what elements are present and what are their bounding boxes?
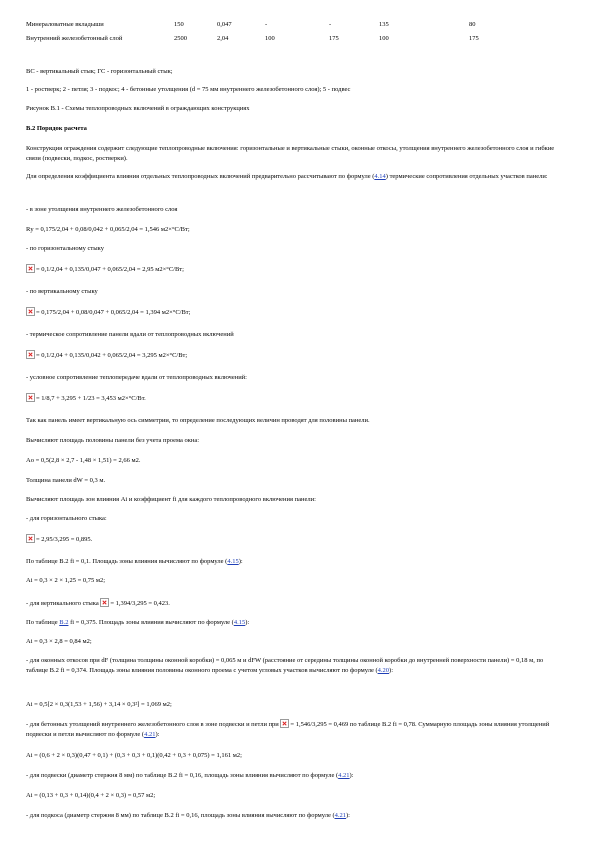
formula-vertical-joint: = 0,175/2,04 + 0,08/0,047 + 0,065/2,04 = 1,394 м2×°С/Вт; xyxy=(26,307,561,318)
paragraph-table-b2-vertical: По таблице В.2 fi = 0,375. Площадь зоны влияния вычисляют по формуле (4.15): xyxy=(26,619,250,626)
formula-link-4-20[interactable]: 4.20 xyxy=(377,667,390,674)
paragraph-symmetry: Так как панель имеет вертикальную ось симметрии, то определение последующих величин проводят для половины панели. xyxy=(26,417,370,424)
formula-conditional-resistance: = 1/8,7 + 3,295 + 1/23 = 3,453 м2×°С/Вт. xyxy=(26,393,561,404)
bullet-horizontal-joint-f: - для горизонтального стыка: xyxy=(26,515,107,522)
table-cell: Внутренний железобетонный слой xyxy=(26,35,123,42)
bullet-vertical-joint-f: - для вертикального стыка = 1,394/3,295 = 0,423. xyxy=(26,600,170,607)
broken-image-icon xyxy=(100,598,109,607)
section-heading: В.2 Порядок расчета xyxy=(26,125,87,132)
formula-ao: Ao = 0,5(2,8 × 2,7 - 1,48 × 1,51) = 2,66 м2. xyxy=(26,457,141,464)
table-cell: 175 xyxy=(469,35,479,42)
table-cell: 175 xyxy=(329,35,339,42)
materials-table xyxy=(26,18,509,46)
table-cell: 80 xyxy=(469,21,476,28)
broken-image-icon xyxy=(26,393,35,402)
broken-image-icon xyxy=(26,264,35,273)
paragraph-thickness: Толщина панели dW = 0,3 м. xyxy=(26,477,106,484)
table-cell: 0,047 xyxy=(217,21,232,28)
bullet-conditional-resistance: - условное сопротивление теплопередаче вдали от теплопроводных включений: xyxy=(26,374,247,381)
formula-horizontal-f: = 2,95/3,295 = 0,895. xyxy=(26,534,561,545)
formula-link-4-21[interactable]: 4.21 xyxy=(334,812,346,819)
broken-image-icon xyxy=(26,307,35,316)
bullet-thickening-zone: - в зоне утолщения внутреннего железобетонного слоя xyxy=(26,206,178,213)
formula-ai-vertical: Ai = 0,3 × 2,8 = 0,84 м2; xyxy=(26,638,92,645)
table-cell: Минераловатные вкладыши xyxy=(26,21,104,28)
formula-ai-horizontal: Ai = 0,3 × 2 × 1,25 = 0,75 м2; xyxy=(26,577,106,584)
legend-joints: ВС - вертикальный стык; ГС - горизонтальный стык; xyxy=(26,68,173,75)
paragraph-table-b2-horizontal: По таблице В.2 fi = 0,1. Площадь зоны влияния вычисляют по формуле (4.15): xyxy=(26,558,243,565)
paragraph-intro: Конструкция ограждения содержит следующие теплопроводные включения: горизонтальные и вертикальные стыки, оконные откосы, утолщения внутреннего железобетонного слоя и гибкие связи (подвески, подкос, ростверки). xyxy=(26,145,555,162)
formula-ry: Rу = 0,175/2,04 + 0,08/0,042 + 0,065/2,04 = 1,546 м2×°С/Вт; xyxy=(26,226,190,233)
paragraph-window-slopes: - для оконных откосов при dF (толщина толщины оконной коробки) = 0,065 м и dFW (расстояние от середины толщины оконной коробки до внутренней поверхности панели) = 0,18 м, по таблице В.2 fi = 0,374. Площадь зоны влияния половины оконного проема с учетом угловых участков вычисляют по формуле (4.20): xyxy=(26,657,544,674)
table-link-b2[interactable]: В.2 xyxy=(59,619,69,626)
paragraph-concrete-thickening: - для бетонных утолщений внутреннего железобетонного слоя в зоне подвески и петли при = 1,546/3,295 = 0,469 по таблице В.2 fi = 0,78. Суммарную площадь зоны влияния утолщений подвески и петли вычисляют по формуле (4.21): xyxy=(26,721,550,738)
formula-ai-hanger: Ai = (0,13 + 0,3 + 0,14)(0,4 + 2 × 0,3) = 0,57 м2; xyxy=(26,792,156,799)
figure-caption: Рисунок В.1 - Схемы теплопроводных включений в ограждающих конструкциях xyxy=(26,105,250,112)
table-cell: 135 xyxy=(379,21,389,28)
formula-link-4-15[interactable]: 4.15 xyxy=(233,619,246,626)
formula-panel-resistance: = 0,1/2,04 + 0,135/0,042 + 0,065/2,04 = 3,295 м2×°С/Вт; xyxy=(26,350,561,361)
broken-image-icon xyxy=(26,350,35,359)
formula-link-4-14[interactable]: 4.14 xyxy=(374,173,386,180)
table-row xyxy=(26,32,509,46)
table-cell: - xyxy=(265,21,268,28)
table-cell: 100 xyxy=(265,35,275,42)
legend-elements: 1 - ростверк; 2 - петля; 3 - подкос; 4 - бетонные утолщения (d = 75 мм внутреннего железобетонного слоя); 5 - подвес xyxy=(26,86,351,93)
broken-image-icon xyxy=(26,534,35,543)
formula-link-4-21[interactable]: 4.21 xyxy=(338,772,350,779)
table-row xyxy=(26,18,509,32)
formula-horizontal-joint: = 0,1/2,04 + 0,135/0,047 + 0,065/2,04 = 2,95 м2×°С/Вт; xyxy=(26,264,561,275)
formula-ai-window: Ai = 0,5[2 × 0,3(1,53 + 1,56) + 3,14 × 0,3²] = 1,069 м2; xyxy=(26,701,172,708)
formula-link-4-21[interactable]: 4.21 xyxy=(144,731,156,738)
table-cell: 2,04 xyxy=(217,35,229,42)
table-cell: 2500 xyxy=(174,35,187,42)
table-cell: 100 xyxy=(379,35,389,42)
paragraph-influence-zones: Вычисляют площадь зон влияния Ai и коэффициент fi для каждого теплопроводного включения панели: xyxy=(26,496,316,503)
formula-link-4-15[interactable]: 4.15 xyxy=(227,558,239,565)
paragraph-half-area: Вычисляют площадь половины панели без учета проема окна: xyxy=(26,437,200,444)
paragraph-brace: - для подкоса (диаметр стержня 8 мм) по таблице В.2 fi = 0,16, площадь зоны влияния вычисляют по формуле (4.21): xyxy=(26,812,350,819)
paragraph-thermal-resistance: Для определения коэффициента влияния отдельных теплопроводных включений предварительно рассчитывают по формуле (4.14) термические сопротивления отдельных участков панели: xyxy=(26,173,548,180)
bullet-horizontal-joint: - по горизонтальному стыку xyxy=(26,245,104,252)
broken-image-icon xyxy=(280,719,289,728)
paragraph-hanger: - для подвески (диаметр стержня 8 мм) по таблице В.2 fi = 0,16, площадь зоны влияния вычисляют по формуле (4.21): xyxy=(26,772,354,779)
table-cell: - xyxy=(329,21,332,28)
bullet-vertical-joint: - по вертикальному стыку xyxy=(26,288,98,295)
bullet-panel-resistance: - термическое сопротивление панели вдали от теплопроводных включений xyxy=(26,331,234,338)
table-cell: 150 xyxy=(174,21,184,28)
formula-ai-thickening: Ai = (0,6 + 2 × 0,3)(0,47 + 0,1) + (0,3 + 0,3 + 0,1)(0,42 + 0,3 + 0,075) = 1,161 м2; xyxy=(26,752,242,759)
